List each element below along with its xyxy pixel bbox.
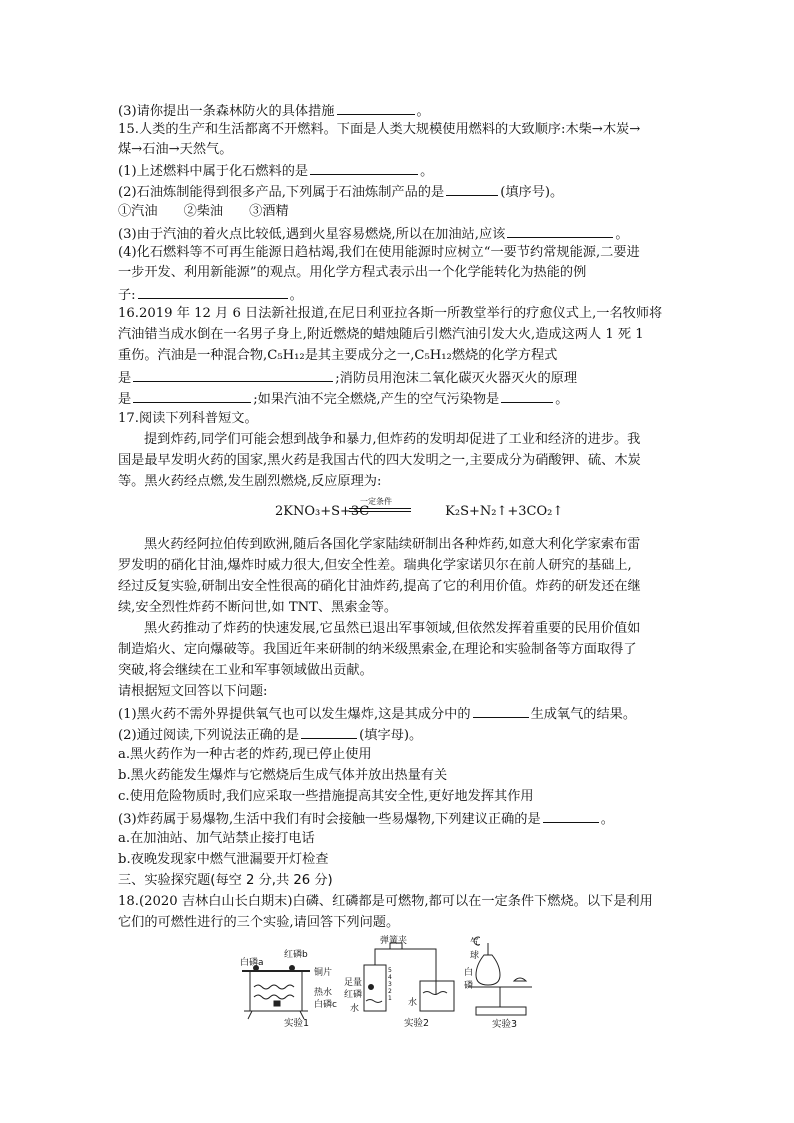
answer-blank[interactable] — [446, 182, 498, 196]
para1-line3: 等。黑火药经点燃,发生剧烈燃烧,反应原理为: — [118, 474, 382, 489]
q15-4-line1: (4)化石燃料等不可再生能源日趋枯竭,我们在使用能源时应树立“一要节约常规能源,二要进 — [118, 245, 640, 260]
option-2: ②柴油 — [183, 204, 224, 219]
label-red-phosphorus-b: 红磷b — [284, 950, 308, 960]
answer-blank[interactable] — [501, 389, 553, 403]
answer-blank[interactable] — [507, 224, 613, 238]
q15-4-line3: 子: 。 — [118, 285, 678, 305]
answer-blank[interactable] — [473, 704, 529, 718]
label-copper-sheet: 铜片 — [314, 968, 333, 978]
answer-blank[interactable] — [133, 368, 333, 382]
caption-experiment3: 实验3 — [492, 1019, 518, 1030]
option-3: ③酒精 — [249, 204, 289, 219]
beaker-2 — [420, 981, 454, 1011]
para2-line2: 罗发明的硝化甘油,爆炸时威力很大,但安全性差。瑞典化学家诺贝尔在前人研究的基础上, — [118, 558, 632, 573]
caption-experiment1: 实验1 — [284, 1018, 310, 1029]
label-spring-clamp: 弹簧夹 — [380, 936, 408, 946]
experiment1-apparatus — [242, 966, 310, 1020]
para1-line1: 提到炸药,同学们可能会想到战争和暴力,但炸药的发明却促进了工业和经济的进步。我 — [144, 432, 641, 447]
q15-options — [118, 203, 678, 221]
q17-2-line: (2)通过阅读,下列说法正确的是 (填字母)。 — [118, 725, 678, 745]
white-phosphorus-c — [274, 1001, 280, 1006]
q16-line3: 重伤。汽油是一种混合物,C₅H₁₂是其主要成分之一,C₅H₁₂燃烧的化学方程式 — [118, 348, 558, 363]
equation-condition: 一定条件 — [360, 497, 392, 506]
label-water-beaker: 水 — [408, 998, 418, 1008]
answer-blank[interactable] — [133, 389, 251, 403]
answer-blank[interactable] — [543, 809, 599, 823]
answer-blank[interactable] — [301, 725, 357, 739]
para2-line4: 续,安全烈性炸药不断问世,如 TNT、黑索金等。 — [118, 600, 398, 615]
q15-title-line2: 煤→石油→天然气。 — [118, 142, 233, 157]
q17-title: 17.阅读下列科普短文。 — [118, 411, 258, 426]
q17-3-option-a: a.在加油站、加气站禁止接打电话 — [118, 831, 315, 846]
red-phosphorus-spoon — [369, 985, 374, 990]
q15-4-line2: 一步开发、利用新能源”的观点。用化学方程式表示出一个化学能转化为热能的例 — [118, 265, 587, 280]
para1-line2: 国是最早发明火药的国家,黑火药是我国古代的四大发明之一,主要成分为硝酸钾、硫、木炭 — [118, 453, 641, 468]
label-red-phosphorus: 红磷 — [344, 990, 363, 1000]
q17-3-option-b: b.夜晚发现家中燃气泄漏要开灯检查 — [118, 852, 329, 867]
experiment-figures — [240, 935, 480, 1029]
instruction: 请根据短文回答以下问题: — [118, 684, 268, 699]
q17-2-option-a: a.黑火药作为一种古老的炸药,现已停止使用 — [118, 747, 372, 762]
q16-line5: 是 ;如果汽油不完全燃烧,产生的空气污染物是 。 — [118, 389, 678, 409]
q15-title-line1: 15.人类的生产和生活都离不开燃料。下面是人类大规模使用燃料的大致顺序:木柴→木炭→ — [118, 122, 641, 137]
flask-scale: 5 4 3 2 1 — [388, 967, 392, 1002]
label-hot-water: 热水 — [314, 988, 333, 998]
q18-line2: 它们的可燃性进行的三个实验,请回答下列问题。 — [118, 915, 400, 930]
label-balloon: 气球 — [470, 938, 480, 961]
q15-3-line: (3)由于汽油的着火点比较低,遇到火星容易燃烧,所以在加油站,应该 。 — [118, 224, 678, 244]
q15-2-line: (2)石油炼制能得到很多产品,下列属于石油炼制产品的是 (填序号)。 — [118, 182, 678, 202]
q14-3-line: (3)请你提出一条森林防火的具体措施 。 — [118, 101, 678, 121]
label-white-phosphorus-3: 白磷 — [464, 968, 474, 991]
answer-blank[interactable] — [310, 161, 418, 175]
q16-line1: 16.2019 年 12 月 6 日法新社报道,在尼日利亚拉各斯一所教堂举行的疗愈仪式上,一名牧师将 — [118, 306, 663, 321]
q16-line2: 汽油错当成水倒在一名男子身上,附近燃烧的蜡烛随后引燃汽油引发大火,造成这两人 1 死 1 — [118, 327, 644, 342]
equation-equals-line — [349, 511, 411, 512]
glass-tube — [375, 949, 436, 995]
balance-base — [476, 1007, 526, 1015]
q15-1-line: (1)上述燃料中属于化石燃料的是 。 — [118, 161, 678, 181]
para3-line1: 黑火药推动了炸药的快速发展,它虽然已退出军事领域,但依然发挥着重要的民用价值如 — [144, 621, 641, 636]
q17-1-line: (1)黑火药不需外界提供氧气也可以发生爆炸,这是其成分中的 生成氧气的结果。 — [118, 704, 678, 724]
answer-blank[interactable] — [337, 101, 415, 115]
answer-blank[interactable] — [138, 285, 288, 299]
q17-3-line: (3)炸药属于易爆物,生活中我们有时会接触一些易爆物,下列建议正确的是 。 — [118, 809, 678, 829]
label-white-phosphorus-a: 白磷a — [240, 958, 264, 968]
q18-line1: 18.(2020 吉林白山长白期末)白磷、红磷都是可燃物,都可以在一定条件下燃烧。以下是利用 — [118, 894, 653, 909]
option-1: ①汽油 — [118, 204, 158, 219]
para2-line3: 经过反复实验,研制出安全性很高的硝化甘油炸药,提高了它的利用价值。炸药的研发还在继 — [118, 579, 641, 594]
q17-2-option-b: b.黑火药能发生爆炸与它燃烧后生成气体并放出热量有关 — [118, 768, 448, 783]
q17-2-option-c: c.使用危险物质时,我们应采取一些措施提高其安全性,更好地发挥其作用 — [118, 789, 534, 804]
hot-water-surface — [254, 985, 294, 989]
flask — [364, 965, 386, 1011]
reaction-equation: 2KNO₃+S+3C K₂S+N₂↑+3CO₂↑ — [275, 504, 564, 519]
label-white-phosphorus-c: 白磷c — [314, 1000, 337, 1010]
label-water-flask: 水 — [350, 1004, 360, 1014]
label-sufficient: 足量 — [344, 978, 363, 988]
conical-flask — [476, 955, 500, 985]
weights — [514, 978, 526, 981]
section-heading: 三、实验探究题(每空 2 分,共 26 分) — [118, 873, 333, 888]
para3-line3: 突破,将会继续在工业和军事领域做出贡献。 — [118, 663, 373, 678]
experiment3-diagram — [462, 935, 542, 1025]
para2-line1: 黑火药经阿拉伯传到欧洲,随后各国化学家陆续研制出各种炸药,如意大利化学家索布雷 — [144, 537, 641, 552]
para3-line2: 制造焰火、定向爆破等。我国近年来研制的纳米级黑索金,在理论和实验制备等方面取得了 — [118, 642, 637, 657]
red-phosphorus-b — [290, 966, 295, 971]
equation-equals-line — [349, 508, 411, 509]
q16-line4: 是 ;消防员用泡沫二氧化碳灭火器灭火的原理 — [118, 368, 678, 388]
caption-experiment2: 实验2 — [404, 1018, 430, 1029]
